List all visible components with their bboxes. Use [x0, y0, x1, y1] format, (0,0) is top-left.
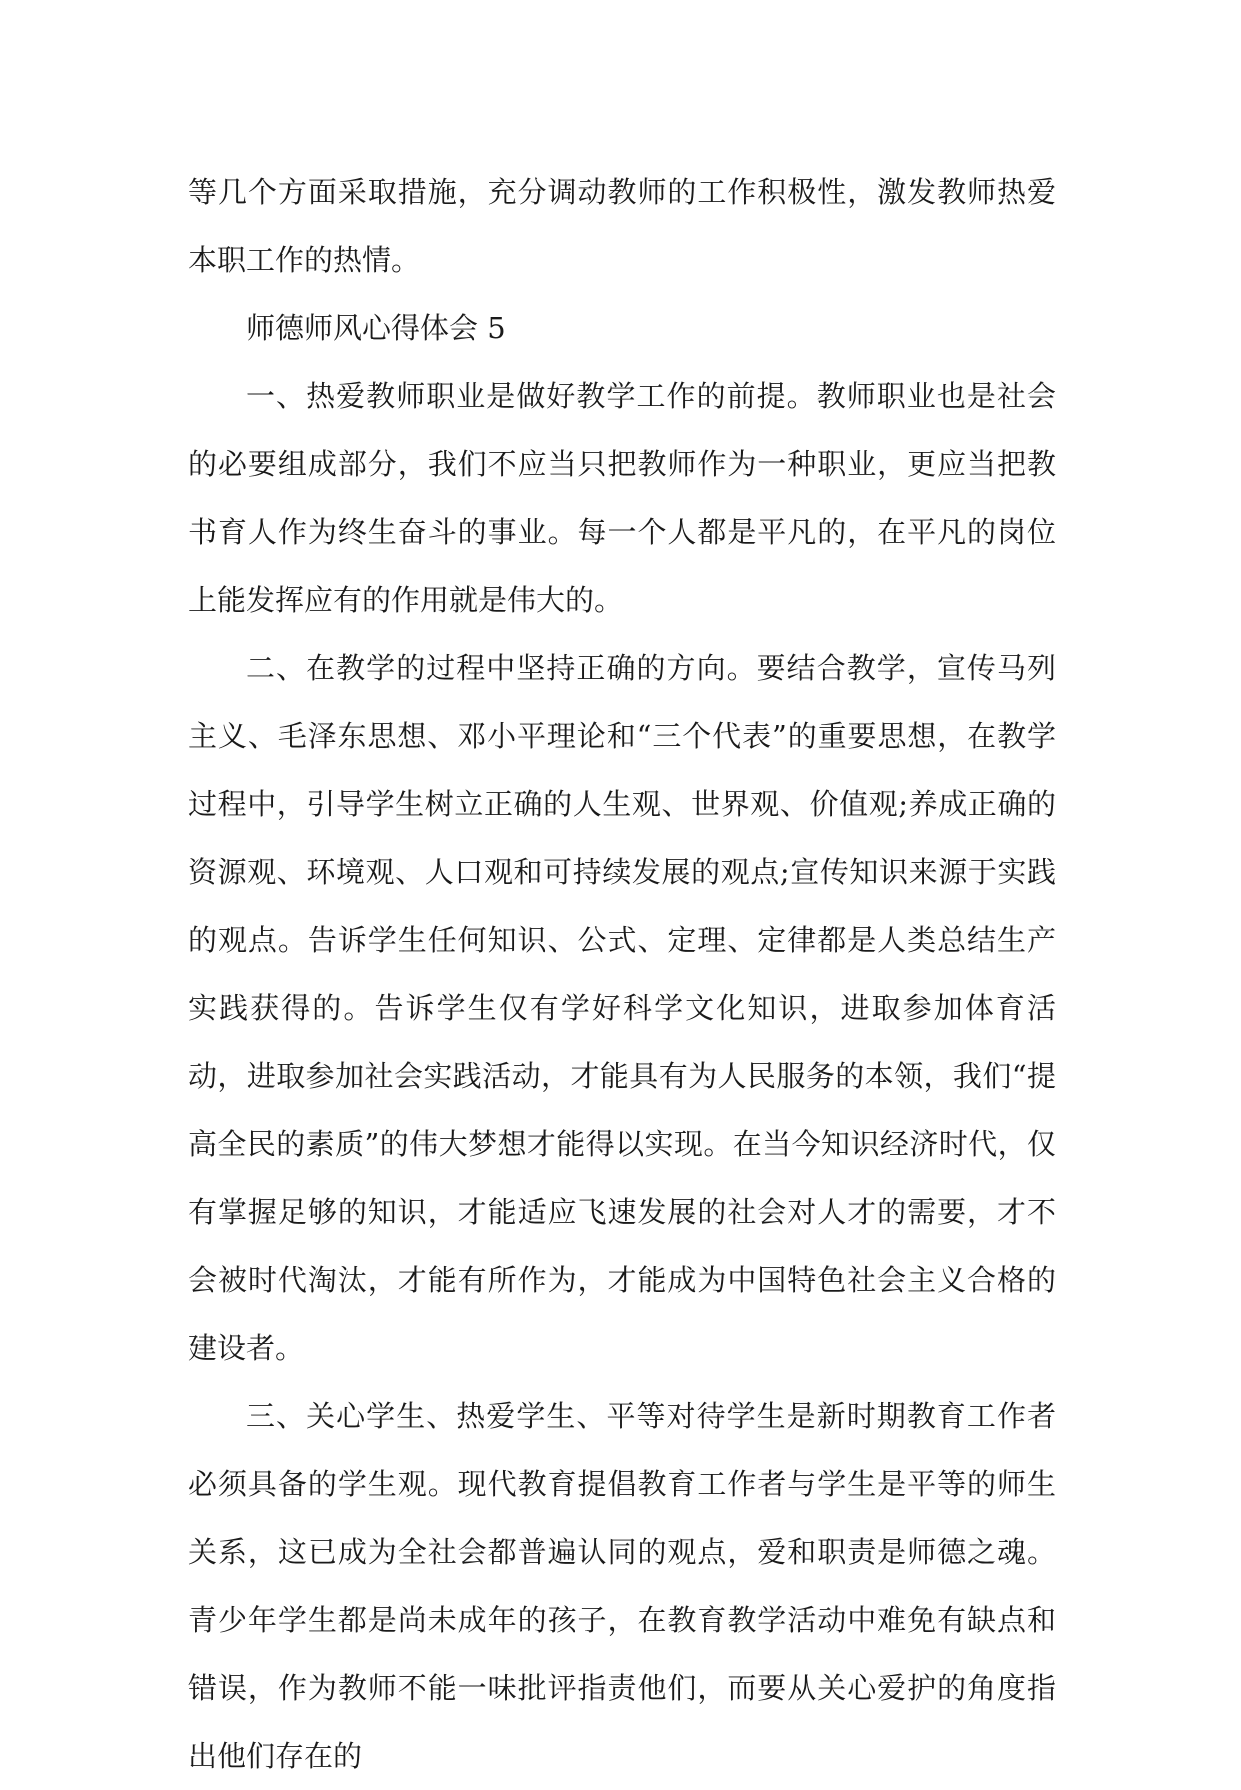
paragraph-3: 三、关心学生、热爱学生、平等对待学生是新时期教育工作者必须具备的学生观。现代教育提倡教育工作者与学生是平等的师生关系，这已成为全社会都普遍认同的观点，爱和职责是师德之魂。青少年学生都是尚未成年的孩子，在教育教学活动中难免有缺点和错误，作为教师不能一味批评指责他们，而要从关心爱护的角度指出他们存在的 [188, 1399, 1056, 1773]
paragraph-2: 二、在教学的过程中坚持正确的方向。要结合教学，宣传马列主义、毛泽东思想、邓小平理论和“三个代表”的重要思想，在教学过程中，引导学生树立正确的人生观、世界观、价值观;养成正确的资源观、环境观、人口观和可持续发展的观点;宣传知识来源于实践的观点。告诉学生任何知识、公式、定理、定律都是人类总结生产实践获得的。告诉学生仅有学好科学文化知识，进取参加体育活动，进取参加社会实践活动，才能具有为人民服务的本领，我们“提高全民的素质”的伟大梦想才能得以实现。在当今知识经济时代，仅有掌握足够的知识，才能适应飞速发展的社会对人才的需要，才不会被时代淘汰，才能有所作为，才能成为中国特色社会主义合格的建设者。 [188, 651, 1056, 1365]
paragraph-continuation: 等几个方面采取措施，充分调动教师的工作积极性，激发教师热爱本职工作的热情。 [188, 175, 1056, 277]
section-heading: 师德师风心得体会 5 [246, 311, 506, 345]
document-body [188, 158, 1056, 1790]
paragraph-1: 一、热爱教师职业是做好教学工作的前提。教师职业也是社会的必要组成部分，我们不应当只把教师作为一种职业，更应当把教书育人作为终生奋斗的事业。每一个人都是平凡的，在平凡的岗位上能发挥应有的作用就是伟大的。 [188, 379, 1056, 617]
